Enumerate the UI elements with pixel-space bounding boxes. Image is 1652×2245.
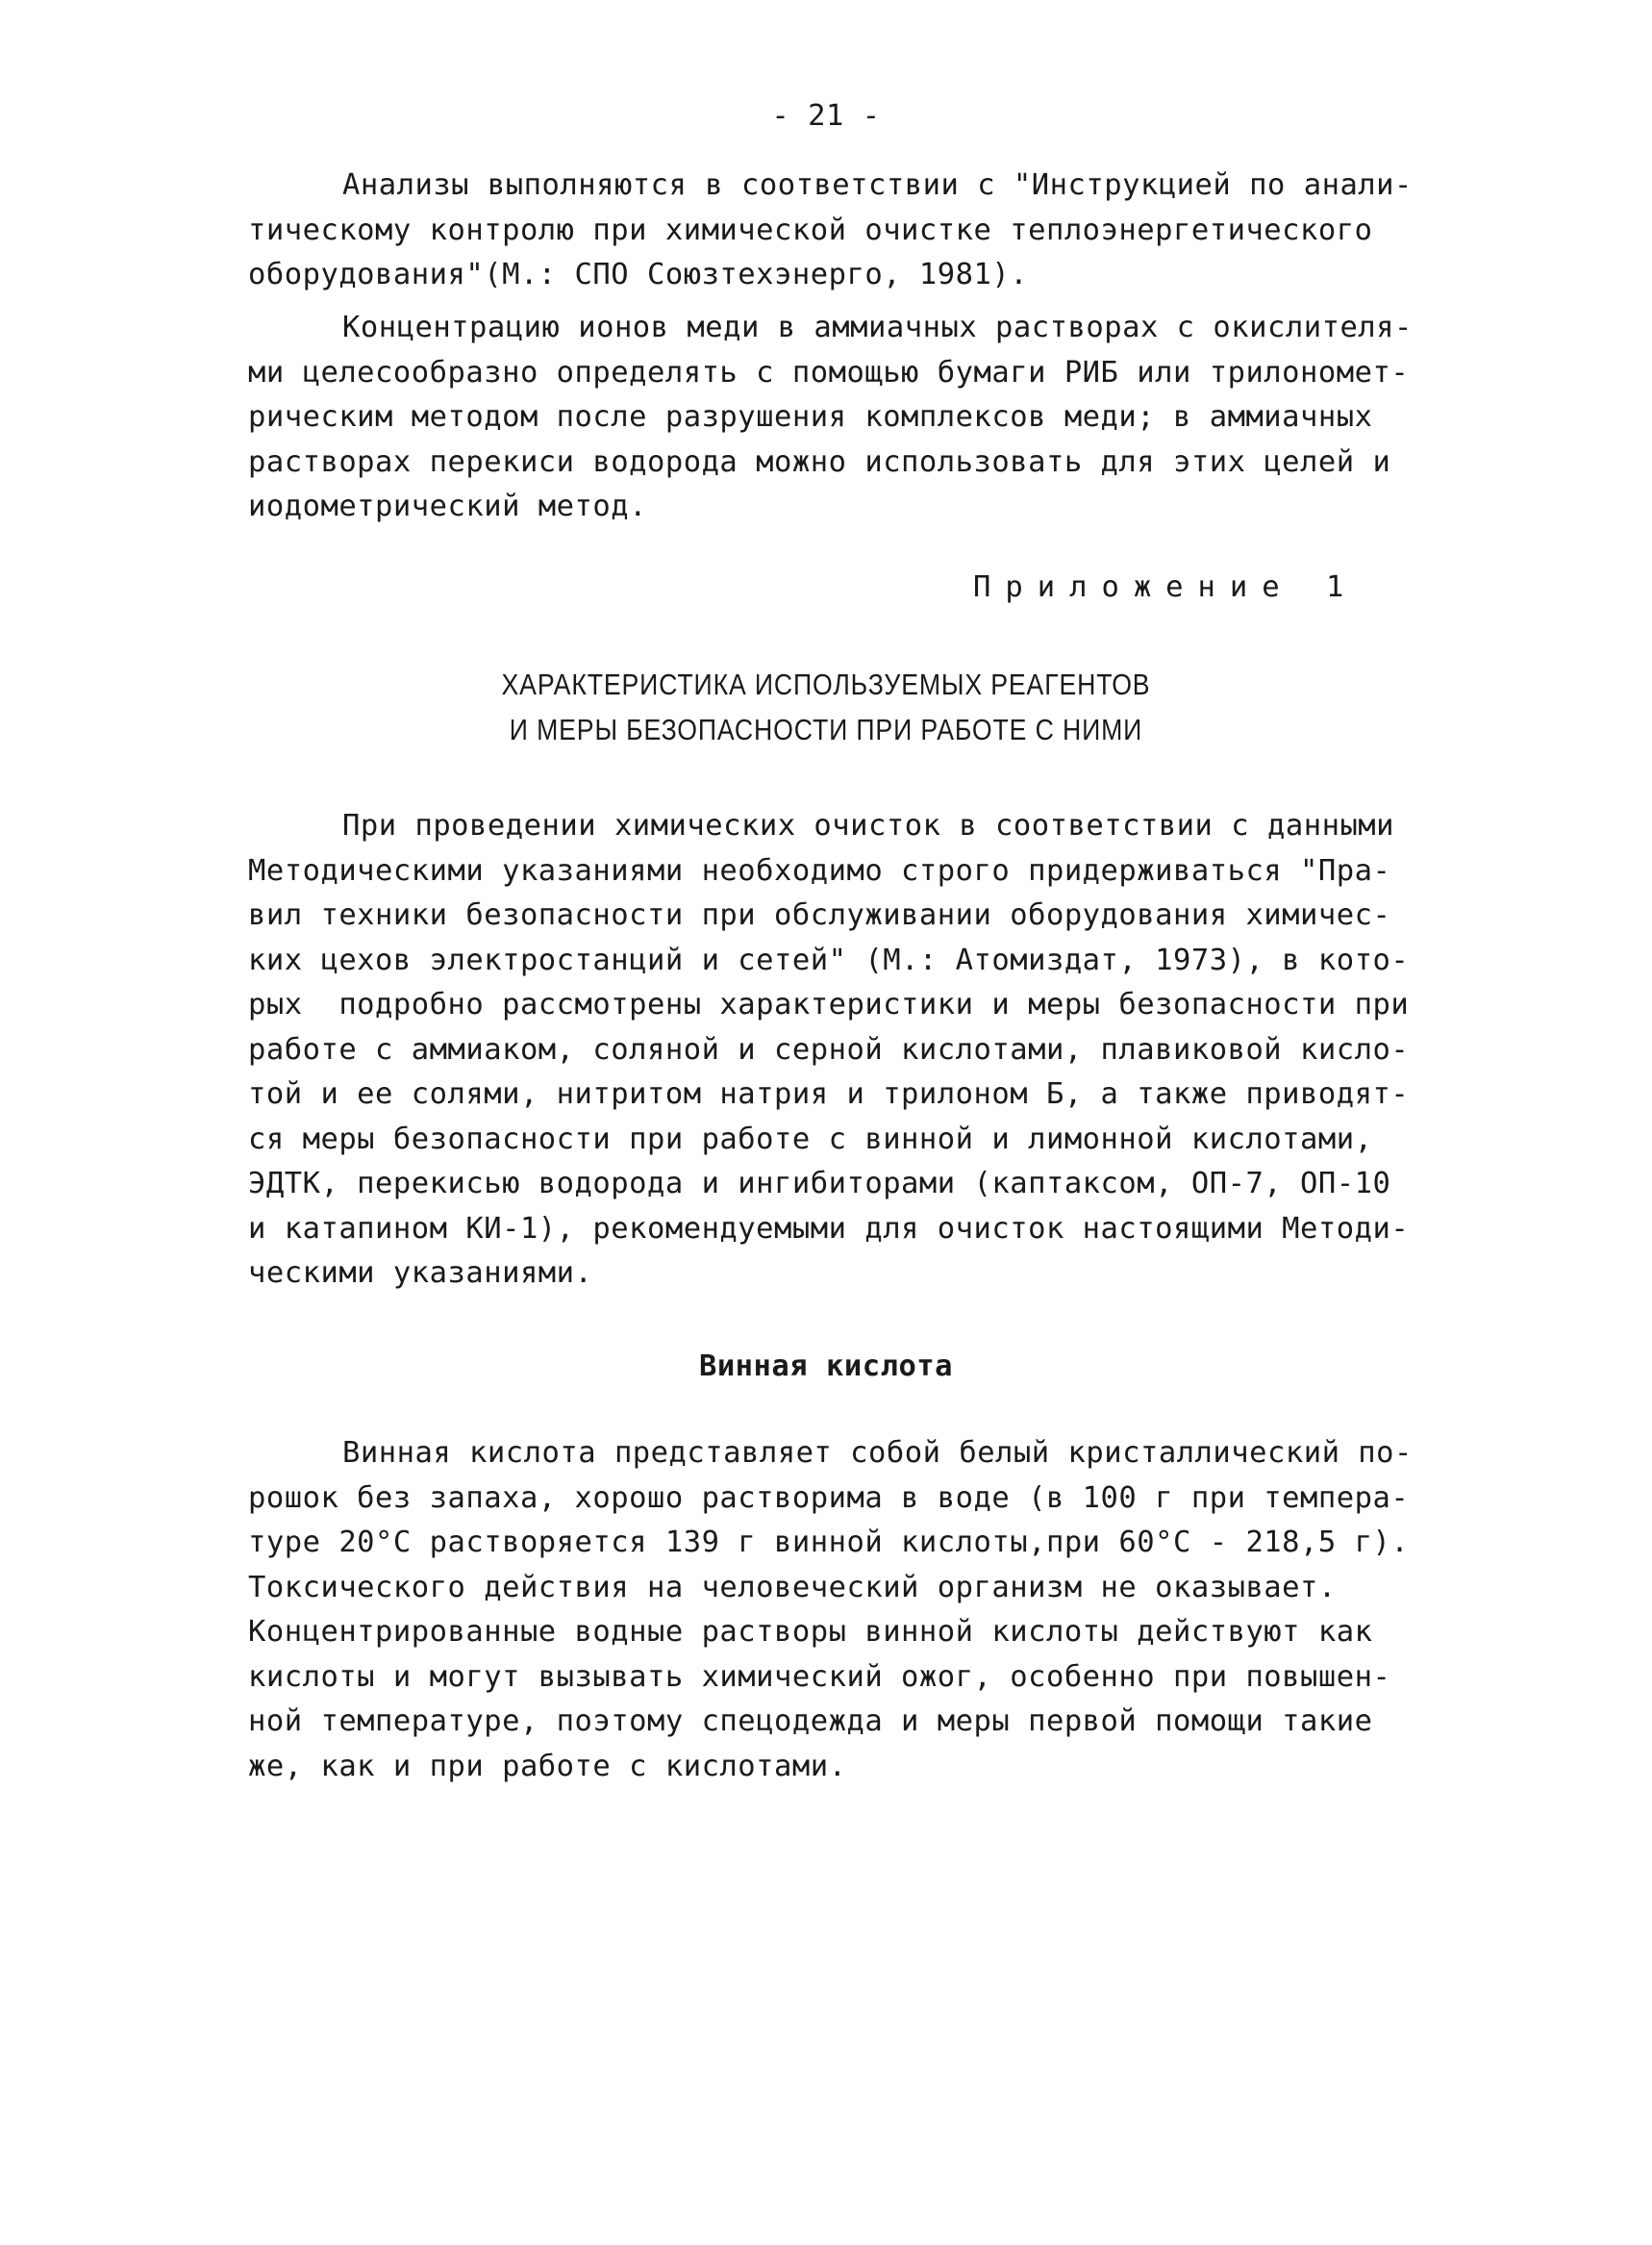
text-line: оборудования"(М.: СПО Союзтехэнерго, 1981). xyxy=(248,258,1029,291)
text-line: кислоты и могут вызывать химический ожог, особенно при повышен- xyxy=(248,1659,1391,1694)
text-line: тическому контролю при химической очистке теплоэнергетического xyxy=(248,213,1373,247)
section-title-line: ХАРАКТЕРИСТИКА ИСПОЛЬЗУЕМЫХ РЕАГЕНТОВ xyxy=(501,668,1151,701)
text-line: иодометрический метод. xyxy=(248,490,647,523)
paragraph-copper-ions xyxy=(248,306,1440,530)
paragraph-analysis-instructions xyxy=(248,164,1440,298)
text-line: ЭДТК, перекисью водорода и ингибиторами (каптаксом, ОП-7, ОП-10 xyxy=(248,1167,1391,1200)
page-number: - 21 - xyxy=(771,99,881,133)
section-title-line: И МЕРЫ БЕЗОПАСНОСТИ ПРИ РАБОТЕ С НИМИ xyxy=(509,713,1143,746)
text-line: ной температуре, поэтому спецодежда и меры первой помощи такие xyxy=(248,1704,1373,1738)
text-line: работе с аммиаком, соляной и серной кислотами, плавиковой кисло- xyxy=(248,1032,1410,1067)
text-line: Токсического действия на человеческий организм не оказывает. xyxy=(248,1570,1337,1604)
paragraph-tartaric-acid xyxy=(248,1431,1440,1789)
text-line: Методическими указаниями необходимо строго придерживаться "Пра- xyxy=(248,853,1391,888)
text-line: же, как и при работе с кислотами. xyxy=(248,1749,847,1783)
text-line: Концентрированные водные растворы винной кислоты действуют как xyxy=(248,1615,1373,1649)
text-line: ся меры безопасности при работе с винной и лимонной кислотами, xyxy=(248,1122,1373,1156)
text-line: При проведении химических очисток в соответствии с данными xyxy=(342,809,1395,843)
subheading-tartaric-acid: Винная кислота xyxy=(698,1350,954,1383)
text-line: той и ее солями, нитритом натрия и трилоном Б, а также приводят- xyxy=(248,1077,1410,1111)
text-line: ческими указаниями. xyxy=(248,1256,593,1290)
appendix-label: Приложение 1 xyxy=(973,570,1359,604)
text-line: вил техники безопасности при обслуживании оборудования химичес- xyxy=(248,898,1391,932)
section-title xyxy=(115,662,1536,752)
text-line: ми целесообразно определять с помощью бумаги РИБ или трилономет- xyxy=(248,355,1410,390)
text-line: рых подробно рассмотрены характеристики и меры безопасности при xyxy=(248,988,1410,1022)
text-line: Винная кислота представляет собой белый кристаллический по- xyxy=(342,1436,1413,1470)
text-line: растворах перекиси водорода можно использовать для этих целей и xyxy=(248,444,1391,479)
text-line: рошок без запаха, хорошо растворима в воде (в 100 г при темпера- xyxy=(248,1480,1410,1515)
text-line: Концентрацию ионов меди в аммиачных растворах с окислителя- xyxy=(342,311,1413,344)
text-line: Анализы выполняются в соответствии с "Инструкцией по анали- xyxy=(342,168,1413,202)
text-line: ких цехов электростанций и сетей" (М.: Атомиздат, 1973), в кото- xyxy=(248,943,1410,977)
text-line: туре 20°С растворяется 139 г винной кислоты,при 60°С - 218,5 г). xyxy=(248,1526,1410,1559)
paragraph-safety-rules xyxy=(248,804,1440,1297)
text-line: и катапином КИ-1), рекомендуемыми для очисток настоящими Методи- xyxy=(248,1211,1410,1246)
text-line: рическим методом после разрушения комплексов меди; в аммиачных xyxy=(248,400,1373,434)
